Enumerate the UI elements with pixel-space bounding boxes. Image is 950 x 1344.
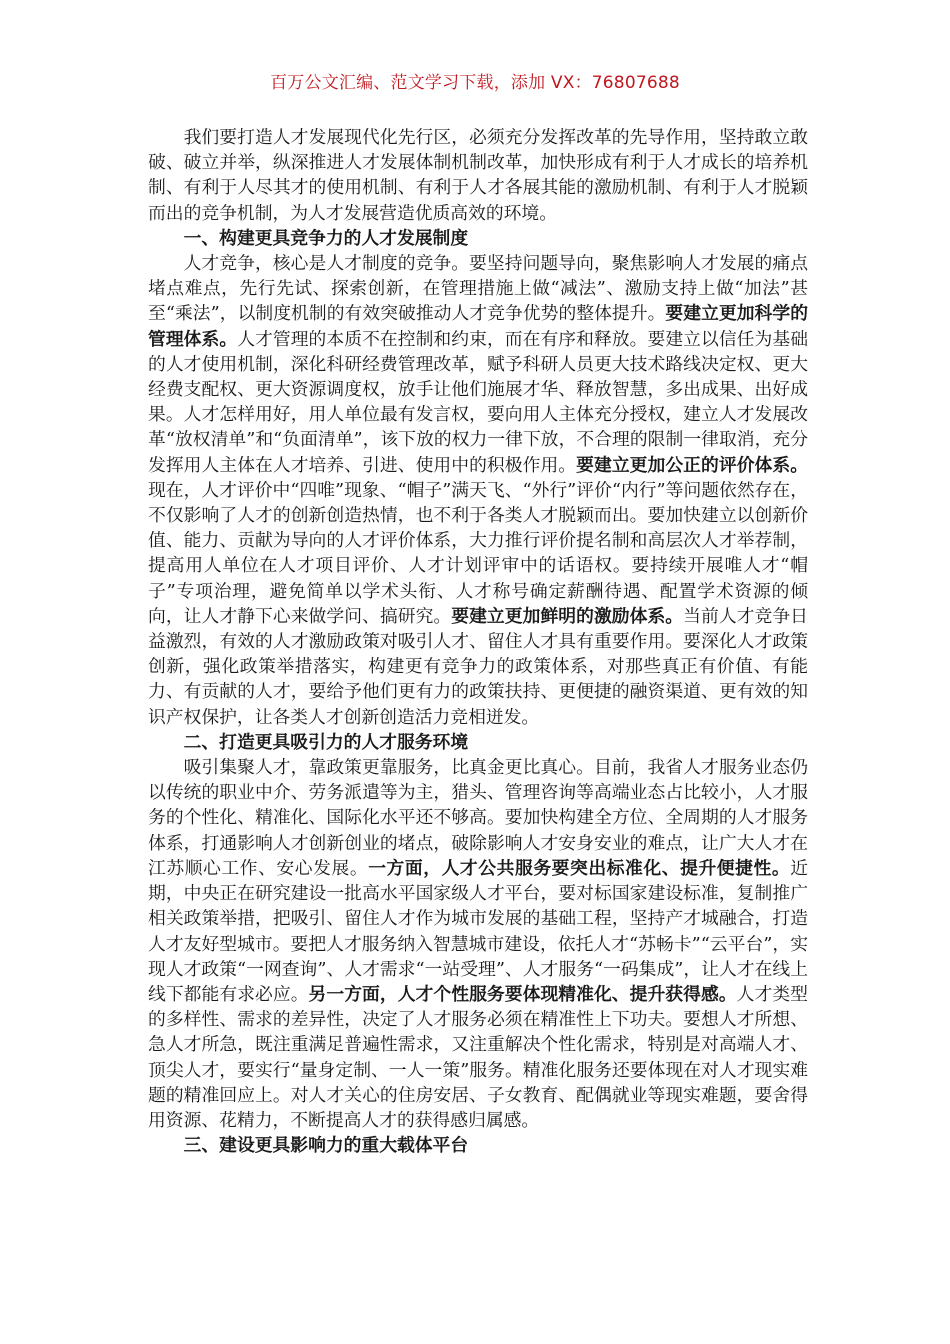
s2-bold-2: 另一方面，人才个性服务要体现精准化、提升获得感。 [308, 983, 737, 1005]
s1-bold-3: 要建立更加鲜明的激励体系。 [451, 605, 684, 627]
intro-paragraph: 我们要打造人才发展现代化先行区，必须充分发挥改革的先导作用，坚持敢立敢破、破立并举，纵深推进人才发展体制机制改革，加快形成有利于人才成长的培养机制、有利于人尽其才的使用机制、有利于人才各展其能的激励机制、有利于人才脱颖而出的竞争机制，为人才发展营造优质高效的环境。 [148, 127, 808, 224]
s1-text-3: 现在，人才评价中“四唯”现象、“帽子”满天飞、“外行”评价“内行”等问题依然存在，不仅影响了人才的创新创造热情，也不利于各类人才脱颖而出。要加快建立以创新价值、能力、贡献为导向的人才评价体系，大力推行评价提名制和高层次人才举荐制，提高用人单位在人才项目评价、人才计划评审中的话语权。要持续开展唯人才“帽子”专项治理，避免简单以学术头衔、人才称号确定薪酬待遇、配置学术资源的倾向，让人才静下心来做学问、搞研究。 [148, 479, 808, 627]
s1-text-1: 人才竞争，核心是人才制度的竞争。要坚持问题导向，聚焦影响人才发展的痛点堵点难点，先行先试、探索创新，在管理措施上做“减法”、激励支持上做“加法”甚至“乘法”，以制度机制的有效突破推动人才竞争优势的整体提升。 [148, 253, 808, 325]
s2-text-2: 近期，中央正在研究建设一批高水平国家级人才平台，要对标国家建设标准，复制推广相关政策举措，把吸引、留住人才作为城市发展的基础工程，坚持产才城融合，打造人才友好型城市。要把人才服务纳入智慧城市建设，依托人才“苏畅卡”“云平台”，实现人才政策“一网查询”、人才需求“一站受理”、人才服务“一码集成”，让人才在线上线下都能有求必应。 [148, 857, 808, 1005]
section-2-paragraph [148, 755, 808, 1133]
s1-text-2: 人才管理的本质不在控制和约束，而在有序和释放。要建立以信任为基础的人才使用机制，深化科研经费管理改革，赋予科研人员更大技术路线决定权、更大经费支配权、更大资源调度权，放手让他们施展才华、释放智慧，多出成果、出好成果。人才怎样用好，用人单位最有发言权，要向用人主体充分授权，建立人才发展改革“放权清单”和“负面清单”，该下放的权力一律下放，不合理的限制一律取消，充分发挥用人主体在人才培养、引进、使用中的积极作用。 [148, 328, 808, 476]
s1-bold-2: 要建立更加公正的评价体系。 [576, 454, 808, 476]
s1-text-4: 当前人才竞争日益激烈，有效的人才激励政策对吸引人才、留住人才具有重要作用。要深化人才政策创新，强化政策举措落实，构建更有竞争力的政策体系，对那些真正有价值、有能力、有贡献的人才，要给予他们更有力的政策扶持、更便捷的融资渠道、更有效的知识产权保护，让各类人才创新创造活力竞相迸发。 [148, 605, 808, 728]
s1-bold-1: 要建立更加科学的管理体系。 [148, 303, 808, 350]
section-1-heading: 一、构建更具竞争力的人才发展制度 [183, 227, 469, 249]
s2-bold-1: 一方面，人才公共服务要突出标准化、提升便捷性。 [368, 857, 791, 879]
section-1-paragraph [148, 251, 808, 730]
s2-text-3: 人才类型的多样性、需求的差异性，决定了人才服务必须在精准性上下功夫。要想人才所想、急人才所急，既注重满足普遍性需求，又注重解决个性化需求，特别是对高端人才、顶尖人才，要实行“量身定制、一人一策”服务。精准化服务还要体现在对人才现实难题的精准回应上。对人才关心的住房安居、子女教育、配偶就业等现实难题，要舍得用资源、花精力，不断提高人才的获得感归属感。 [148, 983, 808, 1131]
section-3-heading: 三、建设更具影响力的重大载体平台 [183, 1135, 469, 1157]
article-body [148, 125, 808, 1158]
s2-text-1: 吸引集聚人才，靠政策更靠服务，比真金更比真心。目前，我省人才服务业态仍以传统的职业中介、劳务派遣等为主，猎头、管理咨询等高端业态占比较小，人才服务的个性化、精准化、国际化水平还不够高。要加快构建全方位、全周期的人才服务体系，打通影响人才创新创业的堵点，破除影响人才安身安业的难点，让广大人才在江苏顺心工作、安心发展。 [148, 757, 808, 879]
section-2-heading: 二、打造更具吸引力的人才服务环境 [183, 731, 469, 753]
header-notice: 百万公文汇编、范文学习下载，添加 VX：76807688 [270, 73, 680, 93]
